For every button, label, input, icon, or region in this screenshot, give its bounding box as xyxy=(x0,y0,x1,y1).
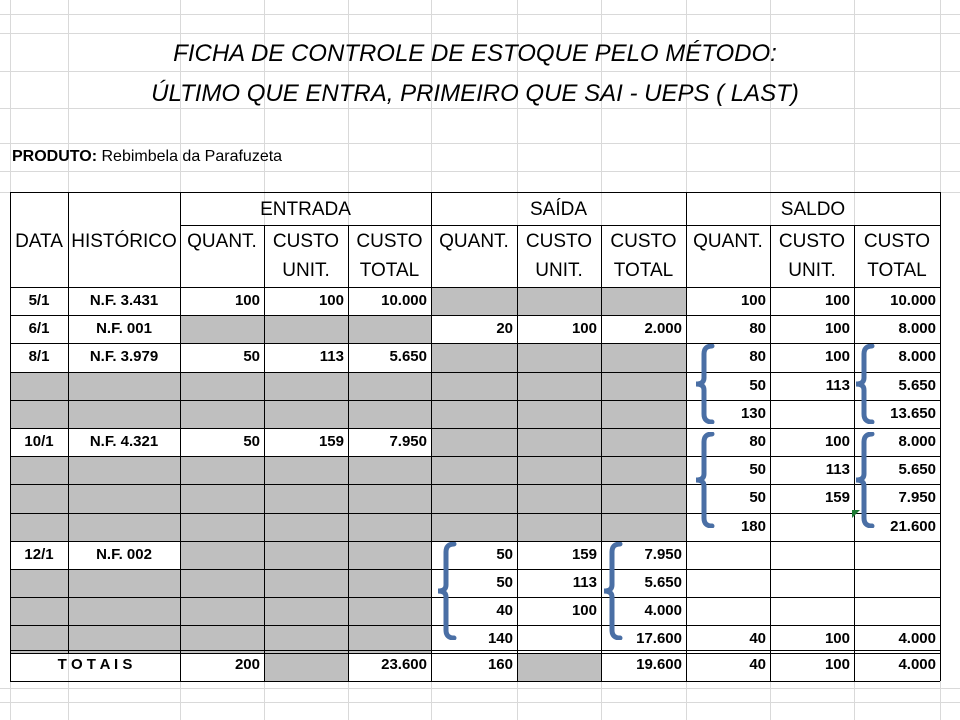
cell-bq: 80 xyxy=(749,433,766,450)
border-row xyxy=(10,400,940,401)
cell-data: 10/1 xyxy=(24,433,54,450)
gridline-horizontal xyxy=(0,71,960,72)
cell-st: 7.950 xyxy=(644,545,682,563)
border-col xyxy=(517,653,518,681)
gridline-horizontal xyxy=(0,143,960,144)
shaded-cell xyxy=(264,653,348,681)
shaded-cell xyxy=(431,428,686,456)
cell-data: 6/1 xyxy=(28,320,50,338)
col-entrada-unit: UNIT. xyxy=(282,260,330,281)
col-entrada-custo-total: CUSTO xyxy=(356,231,423,252)
col-saida-total: TOTAL xyxy=(613,260,674,281)
col-entrada-custo-unit: CUSTO xyxy=(272,231,340,252)
cell-eu: 100 xyxy=(318,292,344,309)
border-right xyxy=(940,192,941,681)
left-brace-icon xyxy=(600,542,624,640)
border-col xyxy=(180,192,181,653)
cell-bt: 7.950 xyxy=(898,489,936,507)
product-label: PRODUTO: xyxy=(12,148,98,165)
cell-sq: 50 xyxy=(496,545,513,563)
border-col xyxy=(68,192,69,653)
border-row xyxy=(10,625,940,626)
cell-eq: 50 xyxy=(243,348,260,366)
border-bottom xyxy=(10,681,940,682)
saldo-header: SALDO xyxy=(780,199,846,220)
cell-bu: 100 xyxy=(824,320,850,338)
cell-su: 100 xyxy=(571,602,597,620)
border-row xyxy=(10,597,940,598)
cell-bq: 180 xyxy=(740,517,766,535)
border-row xyxy=(10,456,940,457)
shaded-cell xyxy=(431,343,686,371)
border-row xyxy=(10,513,940,514)
cell-bu: 113 xyxy=(825,376,850,394)
gridline-horizontal xyxy=(0,108,960,109)
cell-hist: N.F. 4.321 xyxy=(89,433,159,450)
gridline-horizontal xyxy=(0,702,960,703)
border-top xyxy=(10,192,940,193)
border-group xyxy=(180,225,940,226)
cell-st: 17.600 xyxy=(636,630,682,648)
col-entrada-total: TOTAL xyxy=(359,260,420,281)
col-saldo-total: TOTAL xyxy=(867,260,927,281)
cell-bq: 130 xyxy=(740,404,766,422)
border-row xyxy=(10,372,940,373)
cell-data: 8/1 xyxy=(28,348,50,366)
col-saldo-custo-unit: CUSTO xyxy=(778,231,846,252)
cell-sq: 40 xyxy=(496,602,513,620)
cell-bt: 4.000 xyxy=(898,630,936,648)
border-header-bottom xyxy=(10,287,940,288)
cell-et: 5.650 xyxy=(389,348,427,366)
cell-bt: 8.000 xyxy=(898,433,936,450)
cell-bq: 80 xyxy=(749,320,766,338)
shaded-cell xyxy=(180,541,431,569)
border-row xyxy=(10,428,940,429)
col-data: DATA xyxy=(15,231,63,252)
gridline-horizontal xyxy=(0,14,960,15)
cell-bq: 50 xyxy=(749,461,766,479)
cell-hist: N.F. 3.431 xyxy=(89,292,159,309)
col-entrada-quant: QUANT. xyxy=(187,231,257,252)
border-row xyxy=(10,484,940,485)
totals-saldo-quant: 40 xyxy=(749,656,766,673)
cell-indicator-icon xyxy=(852,510,860,518)
border-col xyxy=(264,653,265,681)
totals-entrada-total: 23.600 xyxy=(381,656,427,673)
left-brace-icon xyxy=(852,344,876,424)
totals-saida-quant: 160 xyxy=(487,656,513,673)
cell-bu: 100 xyxy=(824,630,850,648)
cell-bt: 5.650 xyxy=(898,461,936,479)
border-totals-top xyxy=(10,650,940,651)
cell-bt: 13.650 xyxy=(890,404,936,422)
col-saldo-unit: UNIT. xyxy=(788,260,836,281)
col-saida-quant: QUANT. xyxy=(439,231,509,252)
cell-bq: 100 xyxy=(740,292,766,309)
saida-header: SAÍDA xyxy=(529,199,588,220)
cell-su: 113 xyxy=(572,574,597,591)
col-saida-unit: UNIT. xyxy=(535,260,583,281)
cell-et: 7.950 xyxy=(389,433,427,450)
left-brace-icon xyxy=(692,432,716,528)
col-saldo-quant: QUANT. xyxy=(693,231,763,252)
left-brace-icon xyxy=(692,344,716,424)
cell-data: 5/1 xyxy=(28,292,50,309)
left-brace-icon xyxy=(434,542,458,640)
cell-eu: 113 xyxy=(319,348,344,366)
totals-saldo-unit: 100 xyxy=(824,656,850,673)
cell-bt: 10.000 xyxy=(890,292,936,309)
col-saida-custo-unit: CUSTO xyxy=(525,231,593,252)
border-row xyxy=(10,569,940,570)
cell-st: 5.650 xyxy=(644,574,682,591)
border-totals-top-2 xyxy=(10,653,940,654)
col-historico: HISTÓRICO xyxy=(71,231,177,252)
cell-hist: N.F. 001 xyxy=(96,320,152,338)
cell-data: 12/1 xyxy=(24,545,54,563)
cell-sq: 50 xyxy=(496,574,513,591)
cell-su: 100 xyxy=(571,320,597,338)
product-name: Rebimbela da Parafuzeta xyxy=(101,148,283,165)
cell-bu: 100 xyxy=(824,433,850,450)
border-row xyxy=(10,541,940,542)
cell-bq: 40 xyxy=(749,630,766,648)
shaded-cell xyxy=(10,597,431,625)
title-line-2: ÚLTIMO QUE ENTRA, PRIMEIRO QUE SAI - UEPS ( LAST) xyxy=(151,80,799,107)
cell-bt: 8.000 xyxy=(898,348,936,366)
col-saida-custo-total: CUSTO xyxy=(610,231,677,252)
cell-sq: 140 xyxy=(487,630,513,648)
cell-su: 159 xyxy=(571,545,597,563)
totals-label: T O T A I S xyxy=(57,656,133,673)
totals-saida-total: 19.600 xyxy=(636,656,682,673)
entrada-header: ENTRADA xyxy=(260,199,351,220)
product-line xyxy=(12,147,282,167)
gridline-horizontal xyxy=(0,688,960,689)
border-row xyxy=(10,315,940,316)
gridline-horizontal xyxy=(0,33,960,34)
cell-hist: N.F. 002 xyxy=(96,545,152,563)
cell-st: 2.000 xyxy=(644,320,682,338)
cell-bt: 5.650 xyxy=(898,376,936,394)
shaded-cell xyxy=(517,653,601,681)
cell-bq: 50 xyxy=(749,376,766,394)
gridline-horizontal xyxy=(0,171,960,172)
shaded-cell xyxy=(10,569,431,597)
cell-st: 4.000 xyxy=(644,602,682,620)
cell-bq: 50 xyxy=(749,489,766,507)
cell-bu: 159 xyxy=(824,489,850,507)
cell-bt: 8.000 xyxy=(898,320,936,338)
cell-eq: 100 xyxy=(234,292,260,309)
shaded-cell xyxy=(431,287,686,315)
cell-et: 10.000 xyxy=(381,292,427,309)
cell-bu: 100 xyxy=(824,292,850,309)
cell-bt: 21.600 xyxy=(890,517,936,535)
cell-bq: 80 xyxy=(749,348,766,366)
cell-eu: 159 xyxy=(318,433,344,450)
cell-hist: N.F. 3.979 xyxy=(89,348,159,366)
totals-entrada-quant: 200 xyxy=(234,656,260,673)
cell-bu: 100 xyxy=(824,348,850,366)
shaded-cell xyxy=(180,315,431,343)
cell-sq: 20 xyxy=(496,320,513,338)
title-line-1: FICHA DE CONTROLE DE ESTOQUE PELO MÉTODO: xyxy=(173,40,777,67)
cell-eq: 50 xyxy=(243,433,260,450)
border-row xyxy=(10,343,940,344)
cell-bu: 113 xyxy=(825,461,850,479)
col-saldo-custo-total: CUSTO xyxy=(863,231,931,252)
totals-saldo-total: 4.000 xyxy=(898,656,936,673)
